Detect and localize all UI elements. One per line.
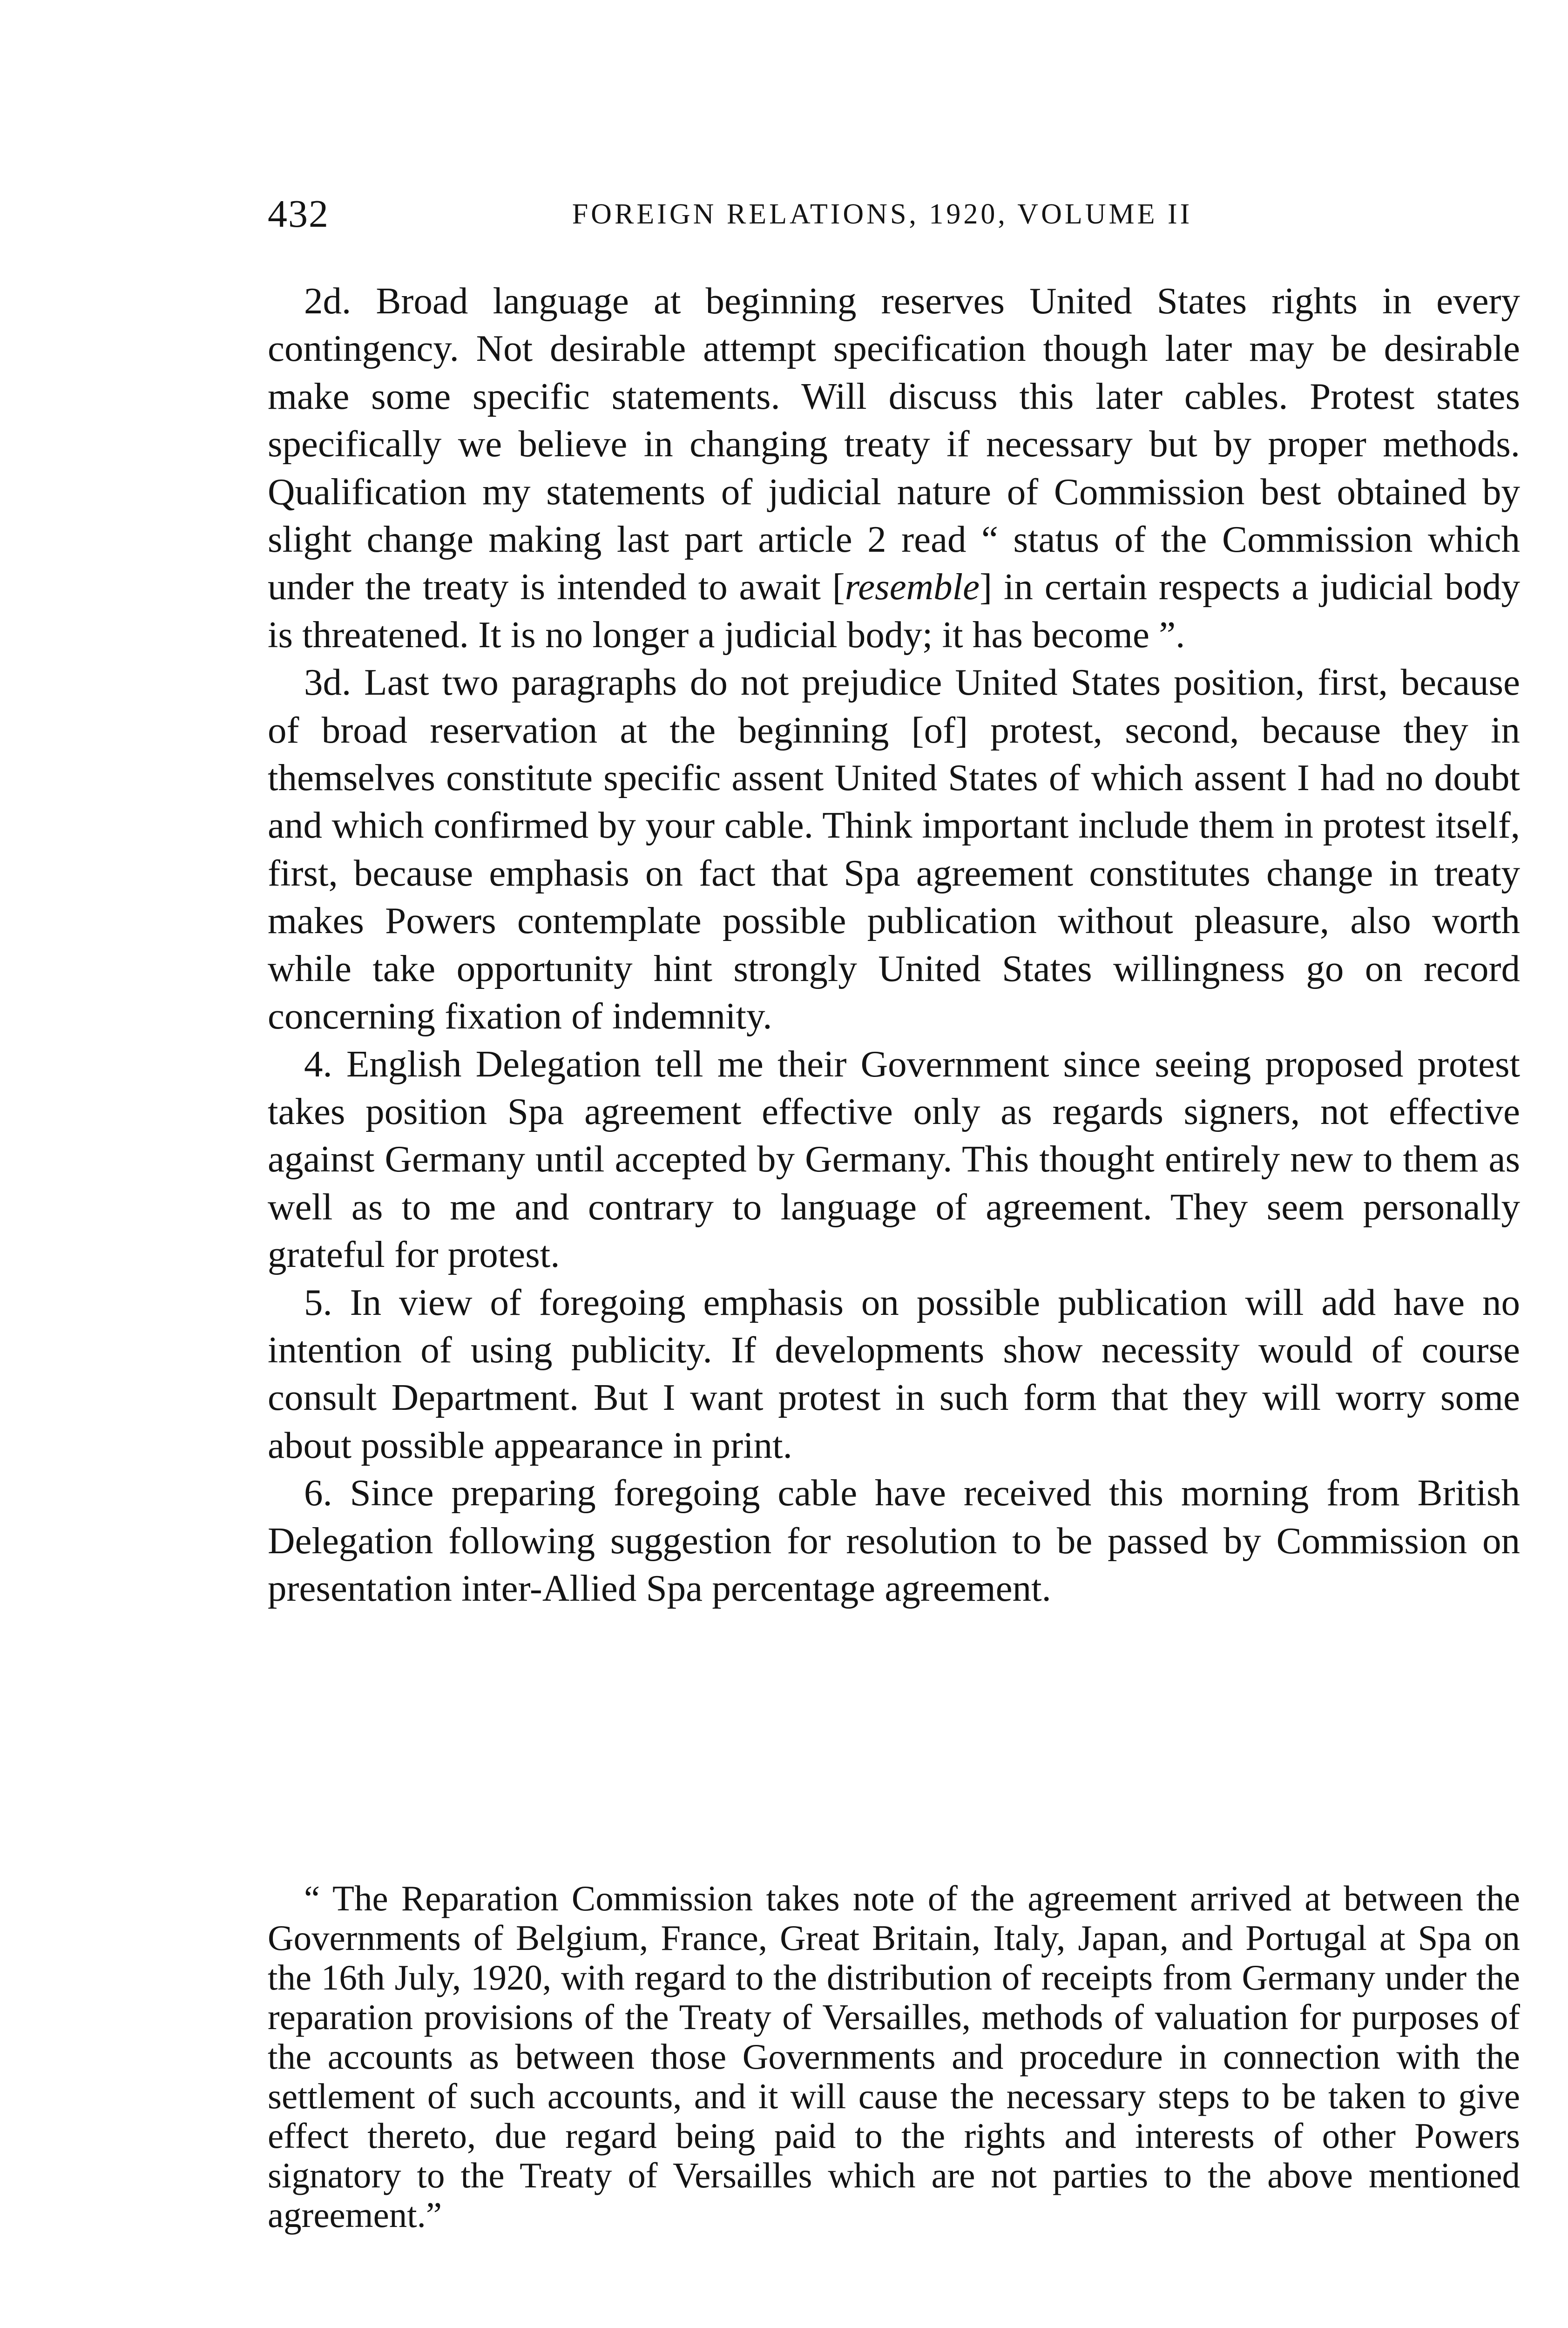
running-head: FOREIGN RELATIONS, 1920, VOLUME II [572, 198, 1193, 230]
block-quotation [268, 1879, 1520, 2235]
editorial-correction: resemble [845, 566, 980, 608]
paragraph-2d-text-start: 2d. Broad language at beginning reserves United States rights in every contingency. Not desirable attempt specification though later may be desirable make some specific statements. Will discuss this later cables. Protest states specifically we believe in changing treaty if necessary but by proper methods. Qualification my statements of judicial nature of Commission best obtained by slight change making last part article 2 read “ status of the Commission which under the treaty is intended to await [ [268, 280, 1520, 608]
page-number: 432 [268, 192, 329, 236]
body-text [268, 277, 1520, 1612]
paragraph-5: 5. In view of foregoing emphasis on possible publication will add have no intention of using publicity. If developments show necessity would of course consult Department. But I want protest in such form that they will worry some about possible appearance in print. [268, 1281, 1520, 1466]
quoted-resolution: “ The Reparation Commission takes note of the agreement arrived at between the Governments of Belgium, France, Great Britain, Italy, Japan, and Portugal at Spa on the 16th July, 1920, with regard to the distribution of receipts from Germany under the reparation provisions of the Treaty of Versailles, methods of valuation for purposes of the accounts as between those Governments and procedure in connection with the settlement of such accounts, and it will cause the necessary steps to be taken to give effect thereto, due regard being paid to the rights and interests of other Powers signatory to the Treaty of Versailles which are not parties to the above mentioned agreement.” [268, 1878, 1520, 2235]
paragraph-3d: 3d. Last two paragraphs do not prejudice United States position, first, because of broad reservation at the beginning [of] protest, second, because they in themselves constitute specific assent United States of which assent I had no doubt and which confirmed by your cable. Think important include them in protest itself, first, because emphasis on fact that Spa agreement constitutes change in treaty makes Powers contemplate possible publication without pleasure, also worth while take opportunity hint strongly United States willingness go on record concerning fixation of indemnity. [268, 661, 1520, 1037]
paragraph-2d-text-end: ] in certain respects a judicial body is threatened. It is no longer a judicial body; it has become ”. [268, 566, 1520, 656]
page-header [268, 189, 1520, 240]
paragraph-6: 6. Since preparing foregoing cable have received this morning from British Delegation following suggestion for resolution to be passed by Commission on presentation inter-Allied Spa percentage agreement. [268, 1472, 1520, 1609]
paragraph-2d [268, 277, 1520, 658]
paragraph-4: 4. English Delegation tell me their Government since seeing proposed protest takes position Spa agreement effective only as regards signers, not effective against Germany until accepted by Germany. This thought entirely new to them as well as to me and contrary to language of agreement. They seem personally grateful for protest. [268, 1042, 1520, 1276]
